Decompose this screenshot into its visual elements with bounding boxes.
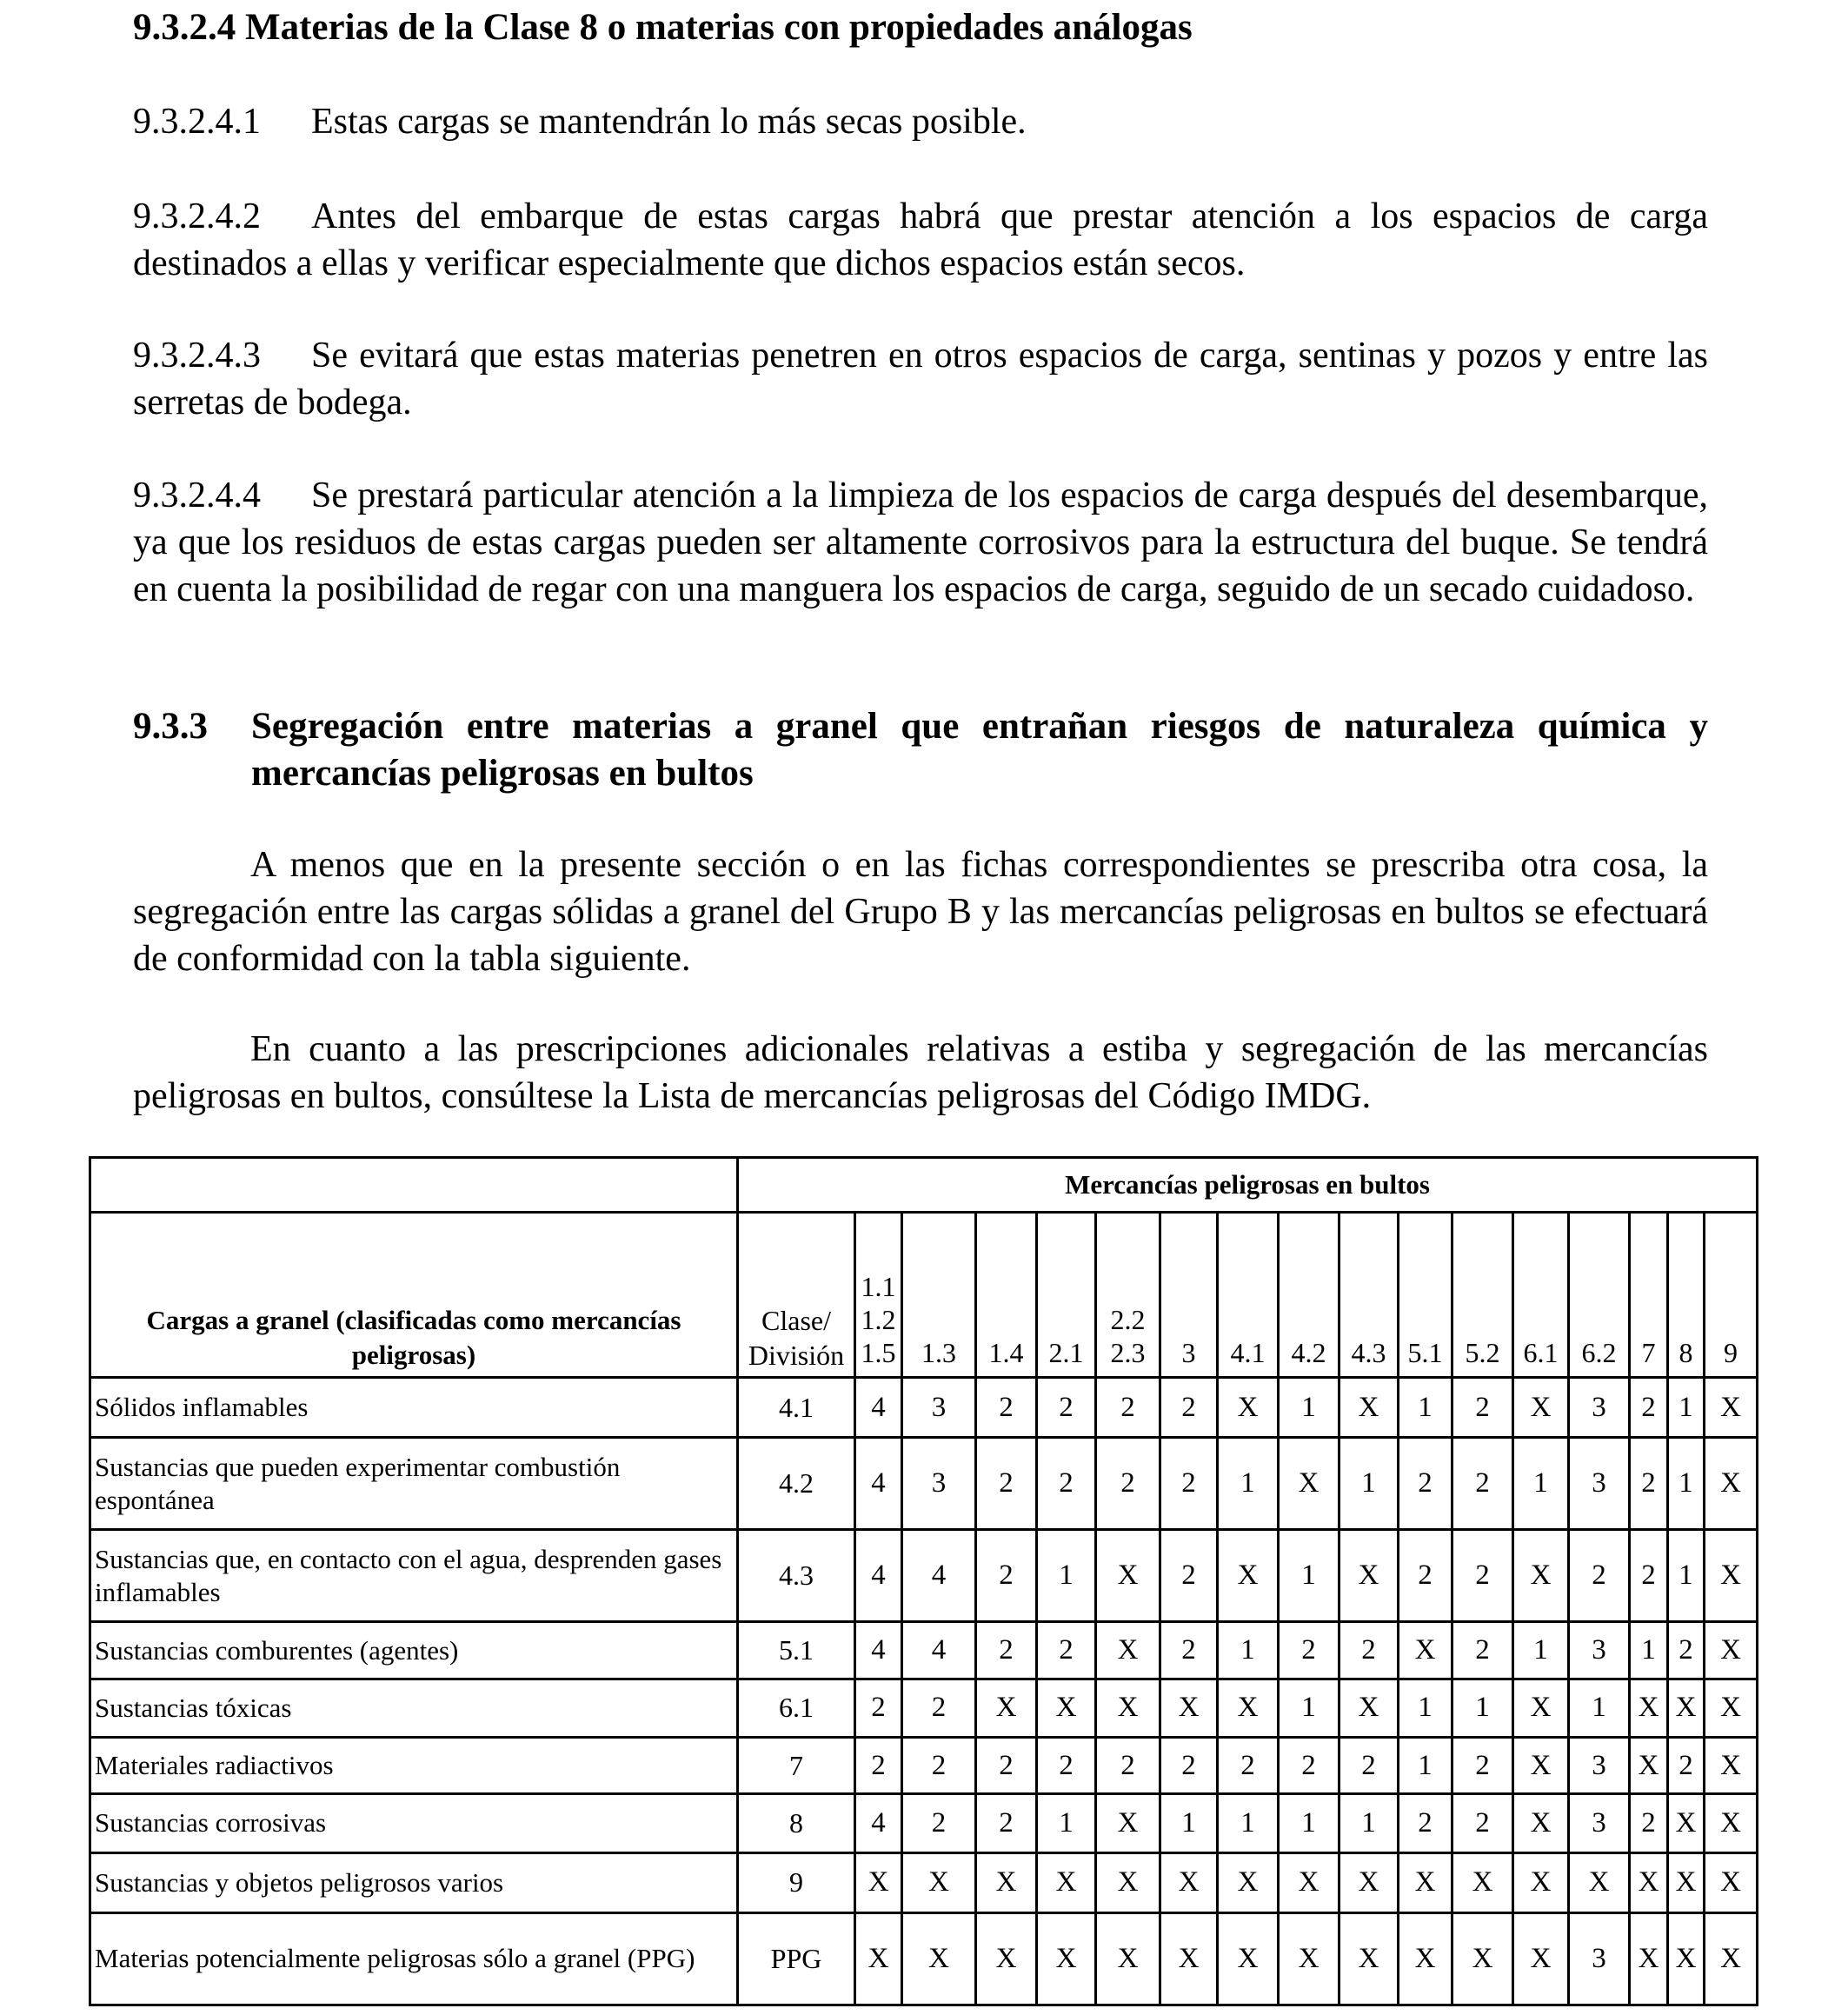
class-column-7: 4.1 — [1218, 1213, 1279, 1378]
cargo-column-header: Cargas a granel (clasificadas como mercancías peligrosas) — [90, 1213, 738, 1378]
segregation-value-cell: X — [1096, 1912, 1160, 2005]
segregation-value-cell: X — [1668, 1679, 1705, 1737]
segregation-value-cell: 2 — [902, 1679, 976, 1737]
segregation-value-cell: 2 — [976, 1438, 1037, 1530]
class-column-12: 6.1 — [1513, 1213, 1569, 1378]
segregation-value-cell: 3 — [1569, 1794, 1630, 1852]
cargo-cell: Sustancias que pueden experimentar combustión espontánea — [90, 1438, 738, 1530]
segregation-value-cell: X — [1513, 1378, 1569, 1438]
segregation-value-cell: X — [902, 1852, 976, 1912]
class-cell: 7 — [738, 1737, 855, 1793]
class-column-1: 1.1 1.2 1.5 — [855, 1213, 902, 1378]
segregation-value-cell: X — [1160, 1679, 1218, 1737]
segregation-value-cell: X — [1037, 1852, 1096, 1912]
cargo-cell: Sustancias que, en contacto con el agua, desprenden gases inflamables — [90, 1530, 738, 1622]
segregation-value-cell: X — [976, 1912, 1037, 2005]
table-row — [90, 1438, 1758, 1530]
segregation-value-cell: X — [1218, 1912, 1279, 2005]
section-title: Segregación entre materias a granel que entrañan riesgos de naturaleza química y mercancías peligrosas en bultos — [251, 706, 1708, 794]
segregation-value-cell: X — [1279, 1438, 1339, 1530]
segregation-value-cell: 2 — [1339, 1622, 1399, 1679]
paragraph-text: Se evitará que estas materias penetren en otros espacios de carga, sentinas y pozos y entre las serretas de bodega. — [133, 336, 1708, 422]
segregation-value-cell: X — [1339, 1852, 1399, 1912]
segregation-value-cell: X — [1513, 1852, 1569, 1912]
segregation-value-cell: 1 — [1513, 1622, 1569, 1679]
segregation-value-cell: 2 — [1339, 1737, 1399, 1793]
table-row — [90, 1912, 1758, 2005]
segregation-value-cell: 2 — [1160, 1438, 1218, 1530]
segregation-value-cell: 4 — [855, 1378, 902, 1438]
cargo-cell: Sólidos inflamables — [90, 1378, 738, 1438]
segregation-value-cell: 2 — [1037, 1438, 1096, 1530]
segregation-value-cell: X — [1630, 1679, 1668, 1737]
paragraph-number: 9.3.2.4.3 — [133, 336, 261, 376]
segregation-value-cell: X — [1339, 1530, 1399, 1622]
segregation-value-cell: 2 — [1096, 1378, 1160, 1438]
segregation-value-cell: X — [855, 1912, 902, 2005]
paragraph-text: Antes del embarque de estas cargas habrá que prestar atención a los espacios de carga destinados a ellas y verificar especialmente que dichos espacios están secos. — [133, 196, 1708, 283]
segregation-value-cell: 4 — [855, 1530, 902, 1622]
segregation-value-cell: X — [1096, 1852, 1160, 1912]
table-body — [90, 1378, 1758, 2005]
segregation-value-cell: X — [1705, 1378, 1758, 1438]
segregation-value-cell: X — [976, 1852, 1037, 1912]
table-group-header-row — [90, 1158, 1758, 1213]
segregation-value-cell: X — [1452, 1852, 1513, 1912]
segregation-value-cell: X — [1630, 1737, 1668, 1793]
segregation-value-cell: 1 — [1452, 1679, 1513, 1737]
segregation-value-cell: X — [1037, 1912, 1096, 2005]
segregation-value-cell: 2 — [902, 1737, 976, 1793]
segregation-value-cell: 1 — [1513, 1438, 1569, 1530]
segregation-value-cell: X — [1668, 1912, 1705, 2005]
segregation-value-cell: 3 — [902, 1378, 976, 1438]
segregation-value-cell: X — [902, 1912, 976, 2005]
segregation-value-cell: 1 — [1668, 1378, 1705, 1438]
segregation-value-cell: 2 — [1160, 1737, 1218, 1793]
segregation-value-cell: 3 — [902, 1438, 976, 1530]
segregation-value-cell: X — [1399, 1622, 1452, 1679]
segregation-value-cell: 3 — [1569, 1737, 1630, 1793]
paragraph-number: 9.3.2.4.4 — [133, 475, 261, 515]
class-column-16: 9 — [1705, 1213, 1758, 1378]
class-column-3: 1.4 — [976, 1213, 1037, 1378]
segregation-value-cell: 1 — [1037, 1530, 1096, 1622]
segregation-value-cell: X — [1705, 1679, 1758, 1737]
table-row — [90, 1679, 1758, 1737]
class-column-10: 5.1 — [1399, 1213, 1452, 1378]
class-cell: 4.2 — [738, 1438, 855, 1530]
segregation-value-cell: 2 — [1160, 1622, 1218, 1679]
segregation-value-cell: 1 — [1218, 1622, 1279, 1679]
segregation-value-cell: X — [1096, 1679, 1160, 1737]
segregation-value-cell: 2 — [1630, 1438, 1668, 1530]
segregation-value-cell: X — [1513, 1912, 1569, 2005]
class-column-15: 8 — [1668, 1213, 1705, 1378]
segregation-value-cell: X — [1452, 1912, 1513, 2005]
segregation-value-cell: X — [1705, 1912, 1758, 2005]
class-column-14: 7 — [1630, 1213, 1668, 1378]
segregation-value-cell: X — [1096, 1622, 1160, 1679]
class-cell: PPG — [738, 1912, 855, 2005]
segregation-value-cell: 2 — [1668, 1622, 1705, 1679]
paragraph-number: 9.3.2.4.2 — [133, 196, 261, 236]
paragraph-9-3-2-4-4 — [133, 472, 1708, 613]
segregation-value-cell: 1 — [1218, 1794, 1279, 1852]
table-row — [90, 1378, 1758, 1438]
group-header: Mercancías peligrosas en bultos — [738, 1158, 1758, 1213]
class-column-4: 2.1 — [1037, 1213, 1096, 1378]
segregation-value-cell: X — [1513, 1737, 1569, 1793]
table-row — [90, 1737, 1758, 1793]
segregation-value-cell: X — [1513, 1530, 1569, 1622]
cargo-cell: Materiales radiactivos — [90, 1737, 738, 1793]
class-cell: 8 — [738, 1794, 855, 1852]
segregation-value-cell: X — [1513, 1679, 1569, 1737]
segregation-value-cell: 1 — [1569, 1679, 1630, 1737]
segregation-value-cell: 3 — [1569, 1438, 1630, 1530]
segregation-value-cell: 2 — [855, 1679, 902, 1737]
segregation-value-cell: X — [1279, 1852, 1339, 1912]
segregation-value-cell: X — [1339, 1679, 1399, 1737]
class-cell: 5.1 — [738, 1622, 855, 1679]
segregation-value-cell: 1 — [1218, 1438, 1279, 1530]
paragraph-number: 9.3.2.4.1 — [133, 102, 261, 142]
class-column-13: 6.2 — [1569, 1213, 1630, 1378]
class-cell: 6.1 — [738, 1679, 855, 1737]
table-corner-cell — [90, 1158, 738, 1213]
segregation-value-cell: 2 — [1037, 1378, 1096, 1438]
segregation-value-cell: 2 — [1452, 1794, 1513, 1852]
segregation-value-cell: X — [1399, 1912, 1452, 2005]
segregation-value-cell: 2 — [1279, 1622, 1339, 1679]
cargo-cell: Sustancias comburentes (agentes) — [90, 1622, 738, 1679]
segregation-value-cell: X — [1339, 1912, 1399, 2005]
segregation-value-cell: 2 — [1096, 1737, 1160, 1793]
segregation-value-cell: 2 — [1452, 1378, 1513, 1438]
segregation-value-cell: X — [1096, 1794, 1160, 1852]
segregation-value-cell: X — [1668, 1852, 1705, 1912]
segregation-value-cell: 1 — [1279, 1378, 1339, 1438]
class-column-2: 1.3 — [902, 1213, 976, 1378]
segregation-value-cell: 1 — [1279, 1679, 1339, 1737]
segregation-value-cell: 1 — [1668, 1530, 1705, 1622]
segregation-value-cell: X — [855, 1852, 902, 1912]
segregation-value-cell: 2 — [976, 1622, 1037, 1679]
segregation-value-cell: 1 — [1339, 1794, 1399, 1852]
segregation-value-cell: X — [1218, 1679, 1279, 1737]
table-row — [90, 1852, 1758, 1912]
segregation-value-cell: 2 — [976, 1737, 1037, 1793]
class-column-8: 4.2 — [1279, 1213, 1339, 1378]
intro-paragraph-1: A menos que en la presente sección o en las fichas correspondientes se prescriba otra cosa, la segregación entre las cargas sólidas a granel del Grupo B y las mercancías peligrosas en bultos se efectuará de conformidad con la tabla siguiente. — [133, 845, 1708, 979]
segregation-value-cell: 2 — [1037, 1622, 1096, 1679]
segregation-value-cell: X — [1705, 1530, 1758, 1622]
segregation-value-cell: 4 — [902, 1622, 976, 1679]
table-row — [90, 1794, 1758, 1852]
segregation-value-cell: X — [1569, 1852, 1630, 1912]
segregation-value-cell: 2 — [1096, 1438, 1160, 1530]
class-column-6: 3 — [1160, 1213, 1218, 1378]
segregation-value-cell: X — [1630, 1852, 1668, 1912]
segregation-value-cell: 4 — [855, 1622, 902, 1679]
segregation-value-cell: 2 — [1160, 1530, 1218, 1622]
segregation-value-cell: 2 — [902, 1794, 976, 1852]
paragraph-text: Se prestará particular atención a la limpieza de los espacios de carga después del desembarque, ya que los residuos de estas cargas pueden ser altamente corrosivos para la estructura del buque. Se tendrá en cuenta la posibilidad de regar con una manguera los espacios de carga, seguido de un secado cuidadoso. — [133, 475, 1708, 609]
segregation-value-cell: X — [1218, 1378, 1279, 1438]
segregation-value-cell: 4 — [855, 1438, 902, 1530]
segregation-value-cell: X — [1705, 1622, 1758, 1679]
segregation-value-cell: 1 — [1399, 1737, 1452, 1793]
segregation-value-cell: 2 — [1452, 1737, 1513, 1793]
segregation-value-cell: X — [1705, 1852, 1758, 1912]
segregation-value-cell: X — [1668, 1794, 1705, 1852]
intro-paragraph-2: En cuanto a las prescripciones adicionales relativas a estiba y segregación de las mercancías peligrosas en bultos, consúltese la Lista de mercancías peligrosas del Código IMDG. — [133, 1029, 1708, 1116]
cargo-cell: Sustancias y objetos peligrosos varios — [90, 1852, 738, 1912]
segregation-value-cell: 2 — [1452, 1530, 1513, 1622]
segregation-value-cell: 2 — [1630, 1794, 1668, 1852]
segregation-value-cell: 2 — [976, 1530, 1037, 1622]
segregation-value-cell: 3 — [1569, 1378, 1630, 1438]
section-number: 9.3.3 — [133, 706, 208, 747]
cargo-cell: Materias potencialmente peligrosas sólo a granel (PPG) — [90, 1912, 738, 2005]
segregation-table — [89, 1156, 1758, 2006]
segregation-value-cell: 2 — [1668, 1737, 1705, 1793]
segregation-value-cell: 2 — [976, 1794, 1037, 1852]
segregation-value-cell: X — [1339, 1378, 1399, 1438]
segregation-value-cell: 2 — [1279, 1737, 1339, 1793]
segregation-value-cell: 1 — [1399, 1378, 1452, 1438]
segregation-value-cell: 1 — [1279, 1794, 1339, 1852]
segregation-value-cell: 2 — [1037, 1737, 1096, 1793]
segregation-value-cell: 3 — [1569, 1622, 1630, 1679]
segregation-value-cell: 1 — [1160, 1794, 1218, 1852]
segregation-value-cell: 1 — [1399, 1679, 1452, 1737]
cargo-cell: Sustancias tóxicas — [90, 1679, 738, 1737]
segregation-value-cell: 2 — [1569, 1530, 1630, 1622]
segregation-value-cell: 2 — [1399, 1438, 1452, 1530]
segregation-value-cell: X — [1218, 1530, 1279, 1622]
segregation-value-cell: 1 — [1279, 1530, 1339, 1622]
segregation-value-cell: 1 — [1037, 1794, 1096, 1852]
paragraph-9-3-2-4-3 — [133, 332, 1708, 426]
class-cell: 4.1 — [738, 1378, 855, 1438]
class-column-5: 2.2 2.3 — [1096, 1213, 1160, 1378]
segregation-value-cell: 1 — [1668, 1438, 1705, 1530]
segregation-value-cell: 3 — [1569, 1912, 1630, 2005]
table-column-header-row — [90, 1213, 1758, 1378]
segregation-value-cell: X — [1279, 1912, 1339, 2005]
segregation-value-cell: 4 — [902, 1530, 976, 1622]
segregation-value-cell: X — [1037, 1679, 1096, 1737]
class-column-header: Clase/ División — [738, 1213, 855, 1378]
segregation-value-cell: 4 — [855, 1794, 902, 1852]
segregation-value-cell: 1 — [1630, 1622, 1668, 1679]
segregation-value-cell: X — [1096, 1530, 1160, 1622]
class-cell: 4.3 — [738, 1530, 855, 1622]
segregation-value-cell: X — [1399, 1852, 1452, 1912]
segregation-value-cell: 2 — [855, 1737, 902, 1793]
segregation-value-cell: 2 — [1452, 1438, 1513, 1530]
segregation-value-cell: X — [1160, 1852, 1218, 1912]
segregation-value-cell: 2 — [1160, 1378, 1218, 1438]
segregation-value-cell: 2 — [1218, 1737, 1279, 1793]
segregation-value-cell: X — [1160, 1912, 1218, 2005]
table-row — [90, 1530, 1758, 1622]
class-cell: 9 — [738, 1852, 855, 1912]
segregation-value-cell: 2 — [1452, 1622, 1513, 1679]
segregation-value-cell: X — [1705, 1737, 1758, 1793]
segregation-value-cell: X — [1705, 1438, 1758, 1530]
segregation-value-cell: 2 — [1399, 1530, 1452, 1622]
section-heading-9-3-2-4: 9.3.2.4 Materias de la Clase 8 o materias con propiedades análogas — [133, 7, 1193, 48]
paragraph-9-3-2-4-1 — [133, 98, 1708, 145]
segregation-value-cell: 2 — [976, 1378, 1037, 1438]
segregation-value-cell: X — [1705, 1794, 1758, 1852]
paragraph-text: Estas cargas se mantendrán lo más secas posible. — [311, 102, 1027, 142]
class-column-11: 5.2 — [1452, 1213, 1513, 1378]
segregation-value-cell: X — [1630, 1912, 1668, 2005]
table-row — [90, 1622, 1758, 1679]
segregation-value-cell: 1 — [1339, 1438, 1399, 1530]
segregation-value-cell: X — [976, 1679, 1037, 1737]
segregation-value-cell: X — [1513, 1794, 1569, 1852]
segregation-value-cell: 2 — [1630, 1530, 1668, 1622]
paragraph-9-3-2-4-2 — [133, 193, 1708, 287]
class-column-9: 4.3 — [1339, 1213, 1399, 1378]
segregation-value-cell: X — [1218, 1852, 1279, 1912]
cargo-cell: Sustancias corrosivas — [90, 1794, 738, 1852]
segregation-value-cell: 2 — [1630, 1378, 1668, 1438]
segregation-value-cell: 2 — [1399, 1794, 1452, 1852]
